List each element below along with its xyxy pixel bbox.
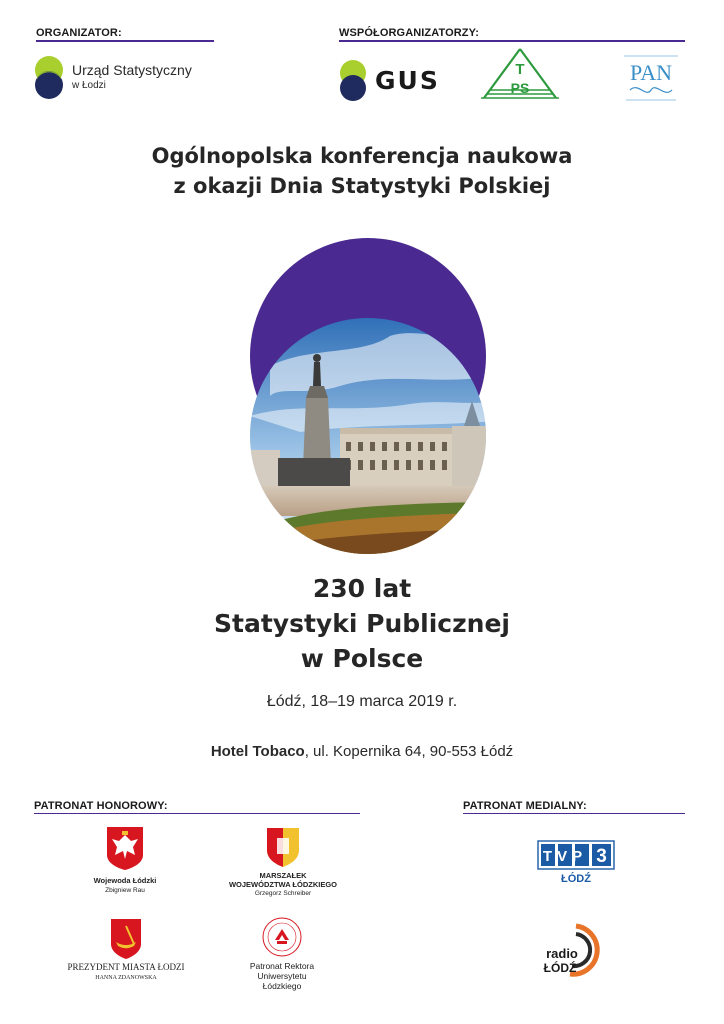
rector-line2: Uniwersytetu xyxy=(257,971,307,981)
organizer-logo-line2: w Łodzi xyxy=(72,80,106,91)
tps-top-letter: T xyxy=(515,61,525,78)
tps-bottom-letters: PS xyxy=(510,80,530,96)
mayor-title: PREZYDENT MIASTA ŁODZI xyxy=(67,962,185,972)
organizer-logo-line1: Urząd Statystyczny xyxy=(72,62,192,78)
coorganizers-label: WSPÓŁORGANIZATORZY: xyxy=(339,27,480,39)
organizer-label: ORGANIZATOR: xyxy=(36,27,122,39)
marshal-name: Grzegorz Schreiber xyxy=(254,890,312,897)
event-title-line1: 230 lat xyxy=(312,574,412,603)
gus-logo-text: GUS xyxy=(375,66,440,95)
event-title-line2: Statystyki Publicznej xyxy=(214,609,510,638)
marshal-line2: WOJEWÓDZTWA ŁÓDZKIEGO xyxy=(228,880,338,889)
radio-lodz-logo-icon xyxy=(540,922,612,980)
lodz-square-photo xyxy=(240,236,496,562)
conference-heading-line1: Ogólnopolska konferencja naukowa xyxy=(151,144,573,168)
polish-eagle-emblem-icon xyxy=(105,825,145,871)
tvp-city: ŁÓDŹ xyxy=(561,873,591,885)
event-title-line3: w Polsce xyxy=(300,644,424,673)
marshal-line1: MARSZAŁEK xyxy=(259,871,307,880)
pan-logo-icon xyxy=(618,52,684,106)
pan-text: PAN xyxy=(630,60,672,85)
urzad-statystyczny-logo-icon xyxy=(33,54,69,102)
venue-name: Hotel Tobaco xyxy=(210,743,305,760)
university-of-lodz-seal-icon xyxy=(261,916,303,958)
event-date: Łódź, 18–19 marca 2019 r. xyxy=(266,693,458,710)
mayor-name: HANNA ZDANOWSKA xyxy=(95,975,157,981)
organizer-rule xyxy=(36,40,214,42)
voivode-name: Zbigniew Rau xyxy=(105,887,145,894)
tvp-text: TVP xyxy=(542,848,588,865)
tps-logo-icon xyxy=(480,46,560,102)
media-rule xyxy=(463,813,685,814)
rector-line1: Patronat Rektora xyxy=(249,961,315,971)
radio-text: radio xyxy=(546,946,578,961)
rector-line3: Łódzkiego xyxy=(262,981,302,991)
event-venue xyxy=(0,743,724,760)
lodz-city-coat-of-arms-icon xyxy=(110,918,142,960)
tvp3-logo-icon xyxy=(537,840,615,870)
radio-city-text: ŁÓDŹ xyxy=(543,961,577,975)
honorary-patronage-label: PATRONAT HONOROWY: xyxy=(34,800,168,812)
lodzkie-voivodeship-emblem-icon xyxy=(265,826,301,868)
gus-logo-icon xyxy=(337,58,371,104)
conference-heading-line2: z okazji Dnia Statystyki Polskiej xyxy=(173,174,551,198)
voivode-title: Wojewoda Łódzki xyxy=(93,876,157,885)
media-patronage-label: PATRONAT MEDIALNY: xyxy=(463,800,587,812)
coorganizers-rule xyxy=(339,40,685,42)
venue-address: , ul. Kopernika 64, 90-553 Łódź xyxy=(304,743,514,760)
honorary-rule xyxy=(34,813,360,814)
tvp-number: 3 xyxy=(596,846,607,867)
